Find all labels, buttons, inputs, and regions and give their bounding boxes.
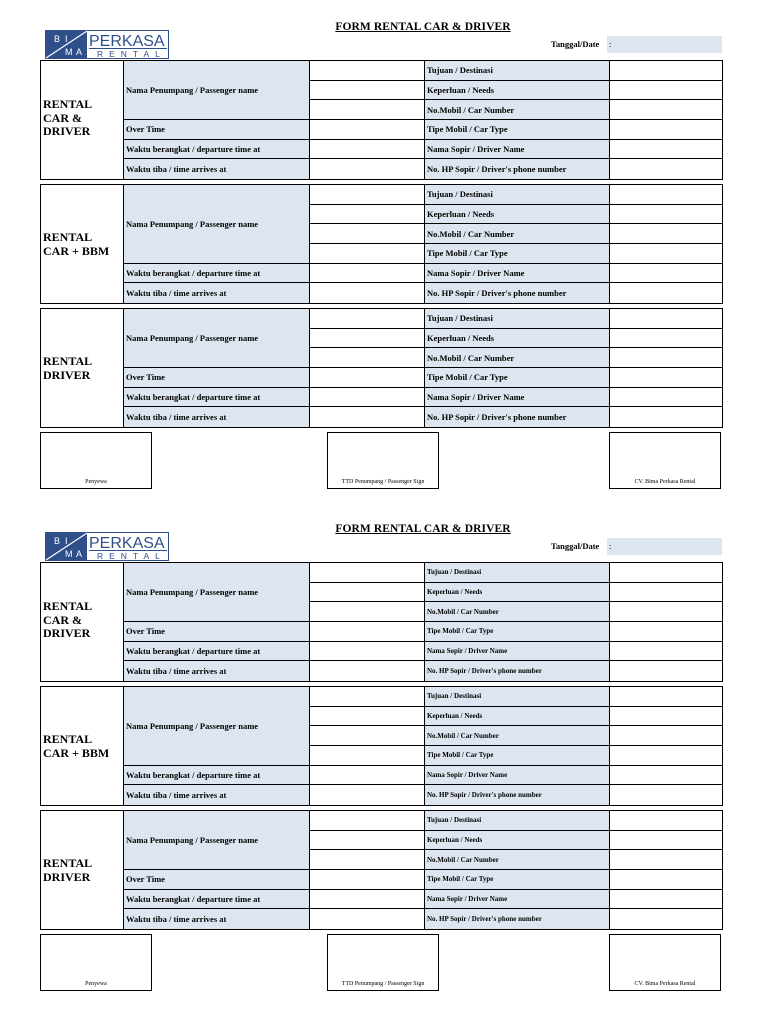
passenger-name-label: Nama Penumpang / Passenger name bbox=[124, 687, 310, 766]
driver-name-field[interactable] bbox=[610, 388, 722, 408]
passenger-name-field-1[interactable] bbox=[310, 811, 425, 831]
passenger-name-field-2[interactable] bbox=[310, 205, 425, 225]
car-number-label: No.Mobil / Car Number bbox=[425, 348, 610, 368]
departure-time-label: Waktu berangkat / departure time at bbox=[124, 642, 310, 662]
needs-label: Keperluan / Needs bbox=[425, 81, 610, 101]
car-number-label: No.Mobil / Car Number bbox=[425, 224, 610, 244]
passenger-name-label: Nama Penumpang / Passenger name bbox=[124, 309, 310, 368]
departure-time-label: Waktu berangkat / departure time at bbox=[124, 766, 310, 786]
arrival-time-field[interactable] bbox=[310, 283, 425, 303]
passenger-name-field-3[interactable] bbox=[310, 224, 425, 244]
section-rental-car-driver bbox=[40, 562, 723, 682]
driver-name-field[interactable] bbox=[610, 140, 722, 160]
car-number-label: No.Mobil / Car Number bbox=[425, 602, 610, 622]
driver-name-label: Nama Sopir / Driver Name bbox=[425, 766, 610, 786]
overtime-label: Over Time bbox=[124, 120, 310, 140]
driver-phone-field[interactable] bbox=[610, 407, 722, 427]
departure-time-field[interactable] bbox=[310, 890, 425, 910]
passenger-name-field-1[interactable] bbox=[310, 687, 425, 707]
rental-form-2 bbox=[0, 522, 768, 1002]
driver-name-label: Nama Sopir / Driver Name bbox=[425, 264, 610, 284]
car-type-field[interactable] bbox=[610, 368, 722, 388]
car-type-label: Tipe Mobil / Car Type bbox=[425, 368, 610, 388]
destination-field[interactable] bbox=[610, 309, 722, 329]
car-number-field[interactable] bbox=[610, 850, 722, 870]
needs-field[interactable] bbox=[610, 329, 722, 349]
section-label: RENTAL CAR & DRIVER bbox=[43, 97, 93, 138]
departure-time-field[interactable] bbox=[310, 766, 425, 786]
passenger-name-field-3[interactable] bbox=[310, 100, 425, 120]
needs-label: Keperluan / Needs bbox=[425, 329, 610, 349]
needs-field[interactable] bbox=[610, 205, 722, 225]
destination-label: Tujuan / Destinasi bbox=[425, 811, 610, 831]
company-signature-label: CV. Bima Perkasa Rental bbox=[634, 479, 696, 485]
passenger-name-field-3[interactable] bbox=[310, 726, 425, 746]
destination-field[interactable] bbox=[610, 563, 722, 583]
overtime-field[interactable] bbox=[310, 368, 425, 388]
departure-time-field[interactable] bbox=[310, 388, 425, 408]
passenger-name-field-3[interactable] bbox=[310, 850, 425, 870]
car-number-field[interactable] bbox=[610, 726, 722, 746]
logo-letter-m: M bbox=[65, 47, 73, 57]
section-rental-driver bbox=[40, 308, 723, 428]
car-type-label: Tipe Mobil / Car Type bbox=[425, 120, 610, 140]
car-type-label: Tipe Mobil / Car Type bbox=[425, 244, 610, 264]
section-label: RENTAL CAR + BBM bbox=[43, 230, 110, 258]
needs-label: Keperluan / Needs bbox=[425, 707, 610, 727]
logo-letter-a: A bbox=[76, 549, 83, 559]
passenger-signature-label: TTD Penumpang / Passenger Sign bbox=[341, 981, 425, 987]
car-type-field[interactable] bbox=[610, 244, 722, 264]
date-label: Tanggal/Date bbox=[551, 39, 600, 49]
logo-letter-m: M bbox=[65, 549, 73, 559]
driver-phone-field[interactable] bbox=[610, 661, 722, 681]
driver-name-field[interactable] bbox=[610, 890, 722, 910]
departure-time-field[interactable] bbox=[310, 642, 425, 662]
arrival-time-label: Waktu tiba / time arrives at bbox=[124, 283, 310, 303]
car-type-field[interactable] bbox=[610, 622, 722, 642]
departure-time-label: Waktu berangkat / departure time at bbox=[124, 140, 310, 160]
logo-letter-b: B bbox=[54, 536, 61, 546]
driver-phone-label: No. HP Sopir / Driver's phone number bbox=[425, 283, 610, 303]
passenger-name-field-4[interactable] bbox=[310, 244, 425, 264]
passenger-name-label: Nama Penumpang / Passenger name bbox=[124, 811, 310, 870]
arrival-time-field[interactable] bbox=[310, 661, 425, 681]
section-rental-car-bbm bbox=[40, 184, 723, 304]
car-type-label: Tipe Mobil / Car Type bbox=[425, 746, 610, 766]
logo-name: PERKASA bbox=[89, 535, 165, 552]
logo-sub: RENTAL bbox=[97, 551, 166, 561]
form-title: FORM RENTAL CAR & DRIVER bbox=[335, 21, 511, 33]
rental-form-1 bbox=[0, 20, 768, 500]
driver-phone-field[interactable] bbox=[610, 283, 722, 303]
renter-signature-label: Penyewa bbox=[85, 981, 107, 987]
car-number-field[interactable] bbox=[610, 348, 722, 368]
section-label: RENTAL CAR & DRIVER bbox=[43, 599, 93, 640]
needs-label: Keperluan / Needs bbox=[425, 583, 610, 603]
driver-name-field[interactable] bbox=[610, 766, 722, 786]
arrival-time-label: Waktu tiba / time arrives at bbox=[124, 661, 310, 681]
section-rental-car-bbm bbox=[40, 686, 723, 806]
needs-field[interactable] bbox=[610, 81, 722, 101]
car-number-field[interactable] bbox=[610, 602, 722, 622]
passenger-name-field-4[interactable] bbox=[310, 746, 425, 766]
car-number-field[interactable] bbox=[610, 224, 722, 244]
passenger-name-field-1[interactable] bbox=[310, 309, 425, 329]
renter-signature-label: Penyewa bbox=[85, 479, 107, 485]
destination-field[interactable] bbox=[610, 61, 722, 81]
destination-label: Tujuan / Destinasi bbox=[425, 185, 610, 205]
driver-name-field[interactable] bbox=[610, 642, 722, 662]
departure-time-label: Waktu berangkat / departure time at bbox=[124, 388, 310, 408]
date-field[interactable]: : bbox=[607, 36, 722, 53]
needs-field[interactable] bbox=[610, 707, 722, 727]
arrival-time-label: Waktu tiba / time arrives at bbox=[124, 909, 310, 929]
passenger-name-label: Nama Penumpang / Passenger name bbox=[124, 185, 310, 264]
section-label: RENTAL DRIVER bbox=[43, 354, 93, 382]
driver-phone-label: No. HP Sopir / Driver's phone number bbox=[425, 407, 610, 427]
destination-label: Tujuan / Destinasi bbox=[425, 61, 610, 81]
passenger-signature-label: TTD Penumpang / Passenger Sign bbox=[341, 479, 425, 485]
driver-name-label: Nama Sopir / Driver Name bbox=[425, 388, 610, 408]
passenger-name-field-2[interactable] bbox=[310, 329, 425, 349]
logo-letter-b: B bbox=[54, 34, 61, 44]
driver-phone-field[interactable] bbox=[610, 159, 722, 179]
car-number-field[interactable] bbox=[610, 100, 722, 120]
logo-name: PERKASA bbox=[89, 33, 165, 50]
destination-field[interactable] bbox=[610, 811, 722, 831]
departure-time-field[interactable] bbox=[310, 140, 425, 160]
logo-sub: RENTAL bbox=[97, 49, 166, 59]
overtime-label: Over Time bbox=[124, 870, 310, 890]
passenger-name-field-1[interactable] bbox=[310, 61, 425, 81]
passenger-name-field-1[interactable] bbox=[310, 563, 425, 583]
car-number-label: No.Mobil / Car Number bbox=[425, 850, 610, 870]
driver-phone-label: No. HP Sopir / Driver's phone number bbox=[425, 159, 610, 179]
car-number-label: No.Mobil / Car Number bbox=[425, 726, 610, 746]
destination-label: Tujuan / Destinasi bbox=[425, 687, 610, 707]
arrival-time-label: Waktu tiba / time arrives at bbox=[124, 159, 310, 179]
car-type-field[interactable] bbox=[610, 746, 722, 766]
passenger-name-field-2[interactable] bbox=[310, 831, 425, 851]
car-type-field[interactable] bbox=[610, 120, 722, 140]
passenger-name-field-2[interactable] bbox=[310, 583, 425, 603]
departure-time-field[interactable] bbox=[310, 264, 425, 284]
overtime-label: Over Time bbox=[124, 622, 310, 642]
arrival-time-label: Waktu tiba / time arrives at bbox=[124, 785, 310, 805]
passenger-name-field-1[interactable] bbox=[310, 185, 425, 205]
date-field[interactable]: : bbox=[607, 538, 722, 555]
destination-field[interactable] bbox=[610, 687, 722, 707]
overtime-field[interactable] bbox=[310, 120, 425, 140]
passenger-name-field-2[interactable] bbox=[310, 707, 425, 727]
driver-name-label: Nama Sopir / Driver Name bbox=[425, 642, 610, 662]
logo-letter-i: I bbox=[65, 34, 68, 44]
section-label: RENTAL CAR + BBM bbox=[43, 732, 110, 760]
destination-label: Tujuan / Destinasi bbox=[425, 563, 610, 583]
logo-letter-i: I bbox=[65, 536, 68, 546]
overtime-field[interactable] bbox=[310, 622, 425, 642]
passenger-name-label: Nama Penumpang / Passenger name bbox=[124, 61, 310, 120]
passenger-name-label: Nama Penumpang / Passenger name bbox=[124, 563, 310, 622]
car-type-label: Tipe Mobil / Car Type bbox=[425, 622, 610, 642]
needs-label: Keperluan / Needs bbox=[425, 831, 610, 851]
company-signature-label: CV. Bima Perkasa Rental bbox=[634, 981, 696, 987]
driver-name-label: Nama Sopir / Driver Name bbox=[425, 890, 610, 910]
destination-field[interactable] bbox=[610, 185, 722, 205]
driver-name-field[interactable] bbox=[610, 264, 722, 284]
needs-field[interactable] bbox=[610, 583, 722, 603]
company-logo bbox=[45, 532, 169, 561]
driver-phone-label: No. HP Sopir / Driver's phone number bbox=[425, 785, 610, 805]
needs-label: Keperluan / Needs bbox=[425, 205, 610, 225]
driver-name-label: Nama Sopir / Driver Name bbox=[425, 140, 610, 160]
car-number-label: No.Mobil / Car Number bbox=[425, 100, 610, 120]
section-rental-driver bbox=[40, 810, 723, 930]
date-label: Tanggal/Date bbox=[551, 541, 600, 551]
section-rental-car-driver bbox=[40, 60, 723, 180]
car-type-label: Tipe Mobil / Car Type bbox=[425, 870, 610, 890]
logo-letter-a: A bbox=[76, 47, 83, 57]
arrival-time-field[interactable] bbox=[310, 909, 425, 929]
passenger-name-field-2[interactable] bbox=[310, 81, 425, 101]
arrival-time-field[interactable] bbox=[310, 785, 425, 805]
destination-label: Tujuan / Destinasi bbox=[425, 309, 610, 329]
overtime-label: Over Time bbox=[124, 368, 310, 388]
arrival-time-field[interactable] bbox=[310, 407, 425, 427]
needs-field[interactable] bbox=[610, 831, 722, 851]
departure-time-label: Waktu berangkat / departure time at bbox=[124, 264, 310, 284]
section-label: RENTAL DRIVER bbox=[43, 856, 93, 884]
departure-time-label: Waktu berangkat / departure time at bbox=[124, 890, 310, 910]
passenger-name-field-3[interactable] bbox=[310, 602, 425, 622]
form-title: FORM RENTAL CAR & DRIVER bbox=[335, 523, 511, 535]
company-logo bbox=[45, 30, 169, 59]
driver-phone-label: No. HP Sopir / Driver's phone number bbox=[425, 661, 610, 681]
car-type-field[interactable] bbox=[610, 870, 722, 890]
passenger-name-field-3[interactable] bbox=[310, 348, 425, 368]
driver-phone-field[interactable] bbox=[610, 785, 722, 805]
overtime-field[interactable] bbox=[310, 870, 425, 890]
arrival-time-field[interactable] bbox=[310, 159, 425, 179]
driver-phone-label: No. HP Sopir / Driver's phone number bbox=[425, 909, 610, 929]
driver-phone-field[interactable] bbox=[610, 909, 722, 929]
arrival-time-label: Waktu tiba / time arrives at bbox=[124, 407, 310, 427]
